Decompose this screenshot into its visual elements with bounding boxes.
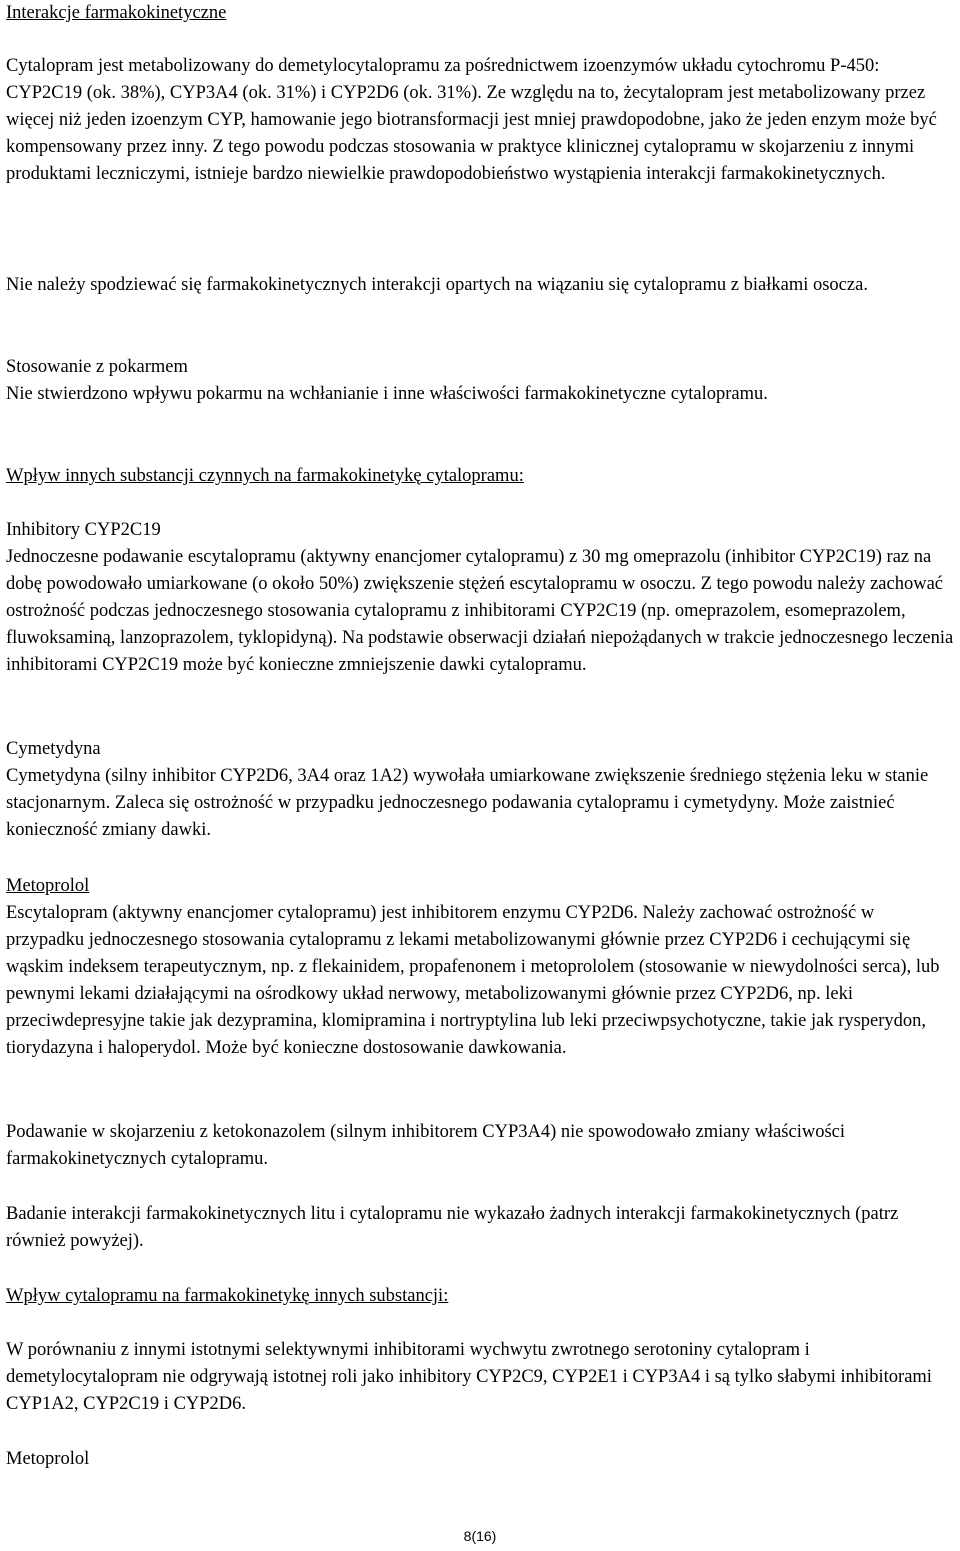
ssri-comparison-text: W porównaniu z innymi istotnymi selektywnymi inhibitorami wychwytu zwrotnego serotoniny cytalopram i demetylocytalopram nie odgrywają istotnej roli jako inhibitory CYP2C9, CYP2E1 i CYP3A4 i są tylko słabymi inhibitorami CYP1A2, CYP2C19 i CYP2D6. xyxy=(6,1340,932,1414)
cimetidine-heading: Cymetydyna xyxy=(6,739,101,759)
cyp2c19-heading: Inhibitory CYP2C19 xyxy=(6,520,161,540)
metoprolol-text: Escytalopram (aktywny enancjomer cytalopramu) jest inhibitorem enzymu CYP2D6. Należy zachować ostrożność w przypadku jednoczesnego stosowania cytalopramu z lekami metabolizowanymi głównie przez CYP2D6 i cechującymi się wąskim indeksem terapeutycznym, np. z flekainidem, propafenonem i metoprololem (stosowanie w niewydolności serca), lub pewnymi lekami działającymi na ośrodkowy układ nerwowy, metabolizowanymi głównie przez CYP2D6, np. leki przeciwdepresyjne takie jak dezypramina, klomipramina i nortryptylina lub leki przeciwpsychotyczne, takie jak rysperydon, tiorydazyna i haloperydol. Może być konieczne dostosowanie dawkowania. xyxy=(6,903,940,1058)
cimetidine-text: Cymetydyna (silny inhibitor CYP2D6, 3A4 oraz 1A2) wywołała umiarkowane zwiększenie średniego stężenia leku w stanie stacjonarnym. Zaleca się ostrożność w przypadku jednoczesnego podawania cytalopramu i cymetydyny. Może zaistnieć konieczność zmiany dawki. xyxy=(6,766,929,840)
food-text: Nie stwierdzono wpływu pokarmu na wchłanianie i inne właściwości farmakokinetyczne cytalopramu. xyxy=(6,384,768,404)
lithium-text: Badanie interakcji farmakokinetycznych litu i cytalopramu nie wykazało żadnych interakcji farmakokinetycznych (patrz również powyżej). xyxy=(6,1204,899,1251)
section-heading-citalopram-on-other-substances: Wpływ cytalopramu na farmakokinetykę innych substancji: xyxy=(6,1286,449,1306)
cyp2c19-text: Jednoczesne podawanie escytalopramu (aktywny enancjomer cytalopramu) z 30 mg omeprazolu (inhibitor CYP2C19) raz na dobę powodowało umiarkowane (o około 50%) zwiększenie stężeń escytalopramu w osoczu. Z tego powodu należy zachować ostrożność podczas jednoczesnego stosowania cytalopramu z inhibitorami CYP2C19 (np. omeprazolem, esomeprazolem, fluwoksaminą, lanzoprazolem, tyklopidyną). Na podstawie obserwacji działań niepożądanych w trakcie jednoczesnego leczenia inhibitorami CYP2C19 może być konieczne zmniejszenie dawki cytalopramu. xyxy=(6,547,954,675)
metoprolol-heading-second: Metoprolol xyxy=(6,1449,90,1469)
paragraph-metabolism: Cytalopram jest metabolizowany do demetylocytalopramu za pośrednictwem izoenzymów układu cytochromu P-450: CYP2C19 (ok. 38%), CYP3A4 (ok. 31%) i CYP2D6 (ok. 31%). Ze względu na to, żecytalopram jest metabolizowany przez więcej niż jeden izoenzym CYP, hamowanie jego biotransformacji jest mniej prawdopodobne, jako że jeden enzym może być kompensowany przez inny. Z tego powodu podczas stosowania w praktyce klinicznej cytalopramu w skojarzeniu z innymi produktami leczniczymi, istnieje bardzo niewielkie prawdopodobieństwo wystąpienia interakcji farmakokinetycznych. xyxy=(6,56,937,184)
ketoconazole-text: Podawanie w skojarzeniu z ketokonazolem (silnym inhibitorem CYP3A4) nie spowodowało zmiany właściwości farmakokinetycznych cytalopramu. xyxy=(6,1122,846,1169)
section-heading-other-substances-on-citalopram: Wpływ innych substancji czynnych na farmakokinetykę cytalopramu: xyxy=(6,466,524,486)
food-heading: Stosowanie z pokarmem xyxy=(6,357,188,377)
section-heading-pharmacokinetic-interactions: Interakcje farmakokinetyczne xyxy=(6,3,227,23)
paragraph-protein-binding: Nie należy spodziewać się farmakokinetycznych interakcji opartych na wiązaniu się cytalopramu z białkami osocza. xyxy=(6,275,868,295)
metoprolol-heading-underlined: Metoprolol xyxy=(6,876,90,896)
page-number: 8(16) xyxy=(463,1528,497,1544)
